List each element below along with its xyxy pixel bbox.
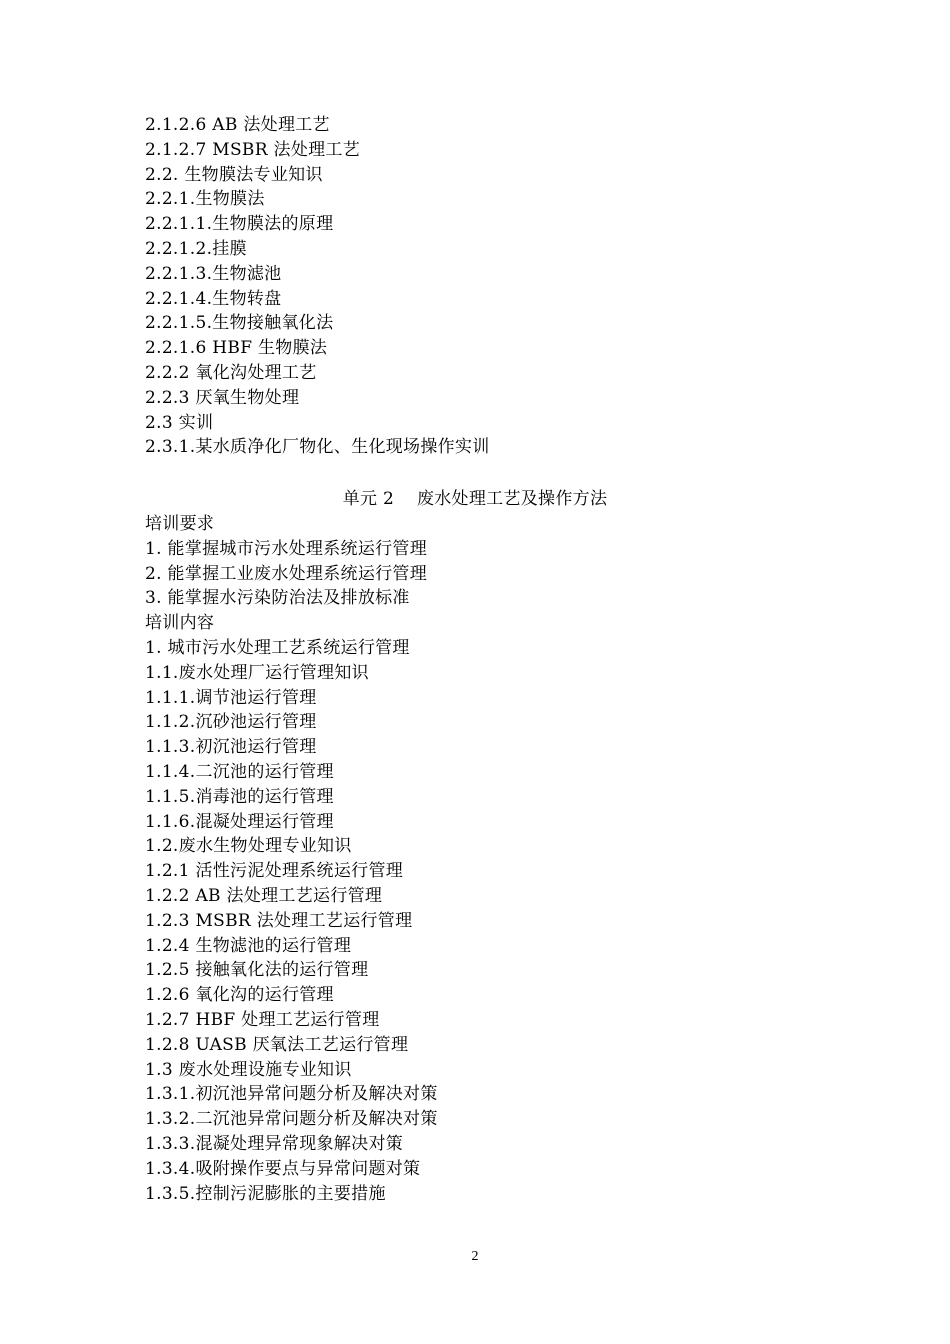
toc-line: 2.2.1.2.挂膜	[145, 238, 247, 259]
toc-line: 2.2.1.生物膜法	[145, 189, 265, 210]
unit-line: 1.1.6.混凝处理运行管理	[145, 811, 334, 832]
unit-line: 1.2.6 氧化沟的运行管理	[145, 985, 334, 1006]
unit-line: 1.1.2.沉砂池运行管理	[145, 712, 317, 733]
unit-line: 培训内容	[145, 613, 215, 634]
unit-line: 1.3.1.初沉池异常问题分析及解决对策	[145, 1084, 438, 1105]
unit-line: 1.1.3.初沉池运行管理	[145, 737, 317, 758]
toc-line: 2.1.2.6 AB 法处理工艺	[145, 115, 330, 135]
unit-line: 1.2.4 生物滤池的运行管理	[145, 935, 352, 956]
unit-line: 1.3.3.混凝处理异常现象解决对策	[145, 1133, 404, 1154]
unit-line: 1.2.7 HBF 处理工艺运行管理	[145, 1009, 380, 1030]
unit-line: 1.1.1.调节池运行管理	[145, 687, 317, 708]
toc-line: 2.3.1.某水质净化厂物化、生化现场操作实训	[145, 437, 490, 458]
unit-line: 1.2.废水生物处理专业知识	[145, 836, 352, 857]
toc-line: 2.2.1.5.生物接触氧化法	[145, 313, 334, 334]
unit-line: 1. 能掌握城市污水处理系统运行管理	[145, 538, 428, 559]
toc-line: 2.2.3 厌氧生物处理	[145, 387, 300, 408]
unit-line: 1.3.2.二沉池异常问题分析及解决对策	[145, 1109, 438, 1130]
toc-list-top	[145, 113, 845, 460]
unit-line: 1.1.废水处理厂运行管理知识	[145, 662, 369, 683]
page-number: 2	[471, 1249, 479, 1264]
unit-line: 2. 能掌握工业废水处理系统运行管理	[145, 563, 428, 584]
unit-line: 1.1.4.二沉池的运行管理	[145, 761, 334, 782]
unit-line: 1.2.8 UASB 厌氧法工艺运行管理	[145, 1034, 409, 1055]
unit-line: 1.2.5 接触氧化法的运行管理	[145, 960, 369, 981]
unit-heading: 单元 2 废水处理工艺及操作方法	[342, 489, 608, 509]
unit-content-list	[145, 512, 845, 1206]
unit-line: 1.3.4.吸附操作要点与异常问题对策	[145, 1158, 421, 1179]
toc-line: 2.2.1.3.生物滤池	[145, 263, 282, 284]
toc-line: 2.2. 生物膜法专业知识	[145, 164, 323, 185]
unit-line: 1.2.2 AB 法处理工艺运行管理	[145, 885, 383, 906]
toc-line: 2.2.1.1.生物膜法的原理	[145, 214, 334, 235]
toc-line: 2.2.1.4.生物转盘	[145, 288, 282, 309]
toc-line: 2.3 实训	[145, 412, 214, 433]
unit-line: 1.1.5.消毒池的运行管理	[145, 786, 334, 807]
unit-line: 1.3.5.控制污泥膨胀的主要措施	[145, 1183, 386, 1204]
unit-line: 1.3 废水处理设施专业知识	[145, 1059, 352, 1080]
toc-line: 2.2.1.6 HBF 生物膜法	[145, 338, 328, 359]
unit-line: 培训要求	[145, 514, 215, 534]
unit-line: 3. 能掌握水污染防治法及排放标准	[145, 588, 410, 609]
unit-line: 1.2.3 MSBR 法处理工艺运行管理	[145, 910, 413, 931]
toc-line: 2.2.2 氧化沟处理工艺	[145, 362, 317, 383]
toc-line: 2.1.2.7 MSBR 法处理工艺	[145, 139, 361, 160]
unit-line: 1.2.1 活性污泥处理系统运行管理	[145, 861, 404, 882]
unit-line: 1. 城市污水处理工艺系统运行管理	[145, 637, 410, 658]
